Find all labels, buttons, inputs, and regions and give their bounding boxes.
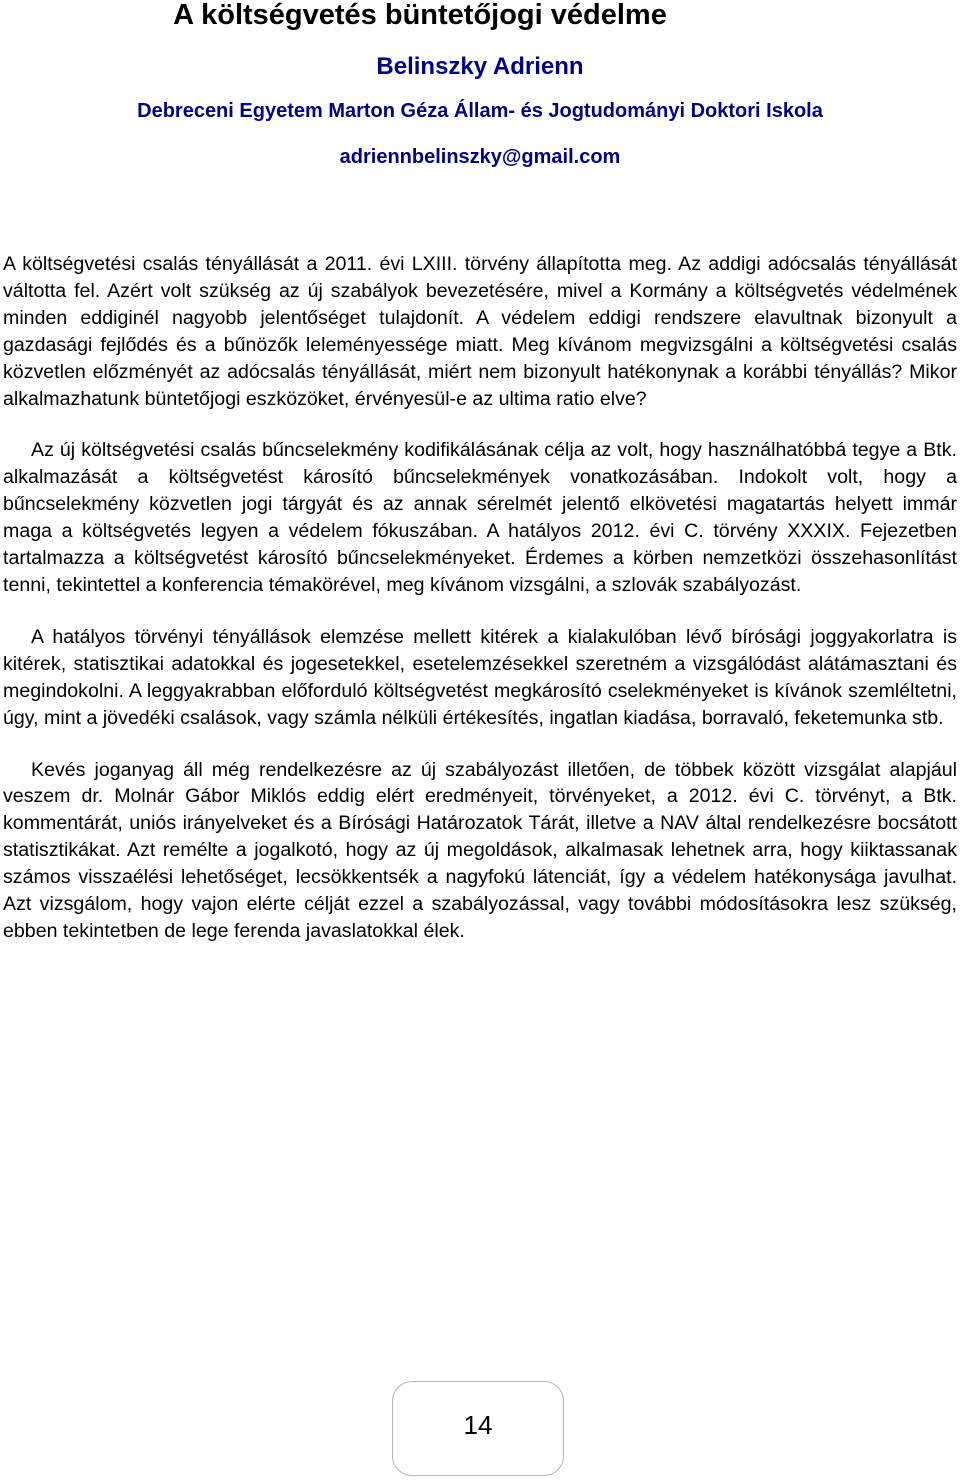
page-number-box: [392, 1381, 564, 1476]
paragraph-4: Kevés joganyag áll még rendelkezésre az új szabályozást illetően, de többek között vizsgálat alapjául veszem dr. Molnár Gábor Miklós eddig elért eredményeit, törvényeket, a 2012. évi C. törvényt, a Btk. kommentárát, uniós irányelveket és a Bírósági Határozatok Tárát, illetve a NAV által rendelkezésre bocsátott statisztikákat. Azt remélte a jogalkotó, hogy az új megoldások, alkalmasak lehetnek arra, hogy kiiktassanak számos visszaélési lehetőséget, lecsökkentsék a nagyfokú látenciát, így a védelem hatékonysága javulhat. Azt vizsgálom, hogy vajon elérte célját ezzel a szabályozással, vagy további módosításokra lesz szükség, ebben tekintetben de lege ferenda javaslatokkal élek.: [3, 758, 957, 942]
paragraph-3: A hatályos törvényi tényállások elemzése mellett kitérek a kialakulóban lévő bírósági joggyakorlatra is kitérek, statisztikai adatokkal és jogesetekkel, esetelemzésekkel szeretném a vizsgálódást alátámasztani és megindokolni. A leggyakrabban előforduló költségvetést megkárosító cselekményeket is kívánok szemléltetni, úgy, mint a jövedéki csalások, vagy számla nélküli értékesítés, ingatlan kiadása, borravaló, feketemunka stb.: [3, 625, 957, 729]
document-title: A költségvetés büntetőjogi védelme: [173, 0, 667, 31]
document-page: [3, 0, 957, 945]
author-name: Belinszky Adrienn: [376, 53, 584, 80]
author-email: adriennbelinszky@gmail.com: [339, 146, 621, 168]
paragraph-1: A költségvetési csalás tényállását a 2011. évi LXIII. törvény állapította meg. Az addigi adócsalás tényállását váltotta fel. Azért volt szükség az új szabályok bevezetésére, mivel a Kormány a költségvetés védelmének minden eddiginél nagyobb jelentőséget tulajdonít. A védelem eddigi rendszere elavultnak bizonyult a gazdasági fejlődés és a bűnözők leleményessége miatt. Meg kívánom megvizsgálni a költségvetési csalás közvetlen előzményét az adócsalás tényállását, miért nem bizonyult hatékonynak a korábbi tényállás? Mikor alkalmazhatunk büntetőjogi eszközöket, érvényesül-e az ultima ratio elve?: [3, 253, 957, 410]
paragraph-2: Az új költségvetési csalás bűncselekmény kodifikálásának célja az volt, hogy használhatóbbá tegye a Btk. alkalmazását a költségvetést károsító bűncselekmények vonatkozásában. Indokolt volt, hogy a bűncselekmény közvetlen jogi tárgyát és az annak sérelmét jelentő elkövetési magatartás helyett immár maga a költségvetés legyen a védelem fókuszában. A hatályos 2012. évi C. törvény XXXIX. Fejezetben tartalmazza a költségvetést károsító bűncselekményeket. Érdemes a körben nemzetközi összehasonlítást tenni, tekintettel a konferencia témakörével, meg kívánom vizsgálni, a szlovák szabályozást.: [3, 439, 957, 596]
page-number: 14: [463, 1410, 493, 1440]
author-affiliation: Debreceni Egyetem Marton Géza Állam- és Jogtudományi Doktori Iskola: [137, 100, 823, 122]
